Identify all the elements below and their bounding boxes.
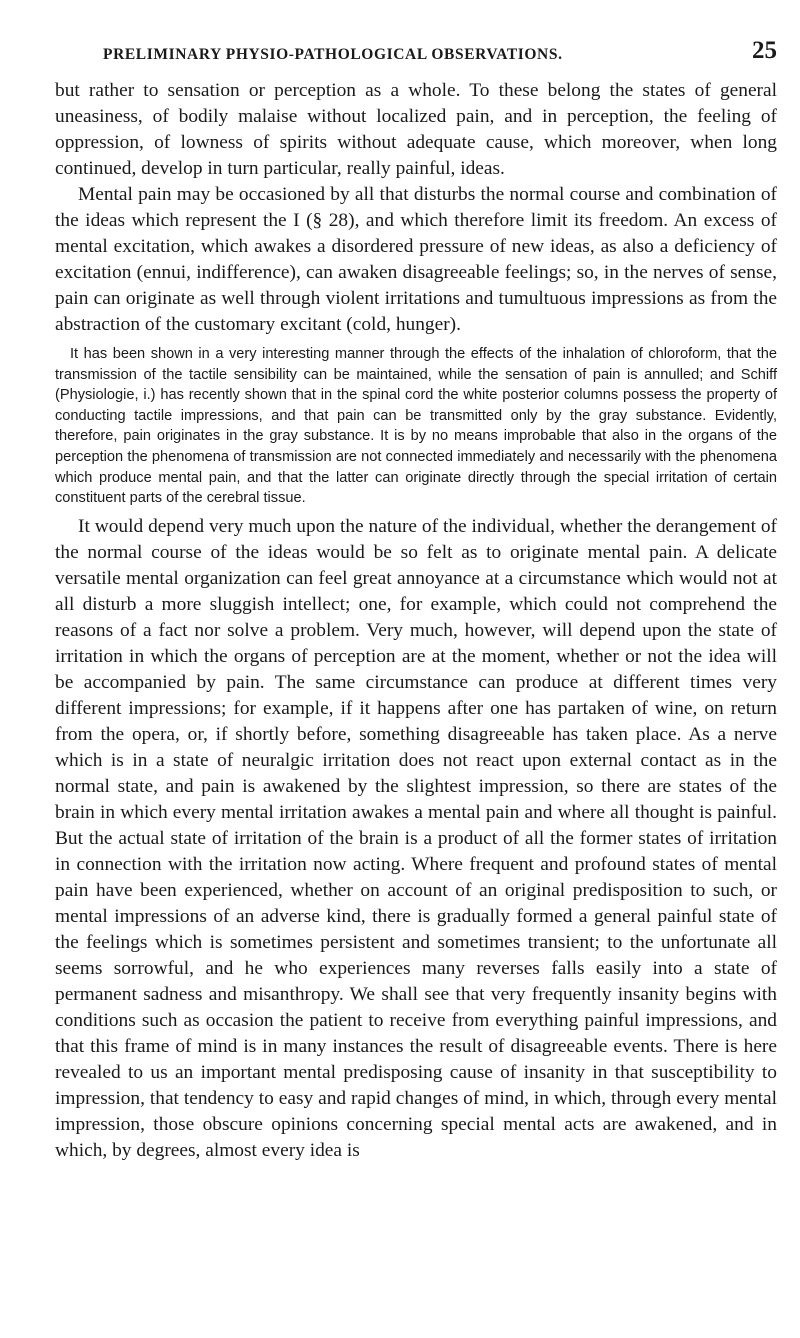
paragraph-4: It would depend very much upon the nature of the individual, whether the derangement of the normal course of the ideas would be so felt as to originate mental pain. A delicate versatile mental organization can feel great annoyance at a circumstance which would not at all disturb a more sluggish intellect; one, for example, which could not comprehend the reasons of a fact nor solve a problem. Very much, however, will depend upon the state of irritation in which the organs of perception are at the moment, whether or not the idea will be accompanied by pain. The same circumstance can produce at different times very different impressions; for example, if it happens after one has partaken of wine, on return from the opera, or, if shortly before, something disagreeable has taken place. As a nerve which is in a state of neuralgic irritation does not react upon external contact as in the normal state, and pain is awakened by the slightest impression, so there are states of the brain in which every mental irritation awakes a mental pain and where all thought is painful. But the actual state of irritation of the brain is a product of all the former states of irritation in connection with the irritation now acting. Where frequent and profound states of mental pain have been experienced, whether on account of an original predisposition to such, or mental impressions of an adverse kind, there is gradually formed a general painful state of the feelings which is sometimes persistent and sometimes transient; to the unfortunate all seems sorrowful, and he who experiences many reverses falls easily into a state of permanent sadness and misanthropy. We shall see that very frequently insanity begins with conditions such as occasion the patient to receive from everything painful impressions, and that this frame of mind is in many instances the result of disagreeable events. There is here revealed to us an important mental predisposing cause of insanity in that susceptibility to impression, that tendency to easy and rapid changes of mind, in which, through every mental impression, those obscure opinions concerning special mental acts are awakened, and in which, by degrees, almost every idea is — [55, 515, 777, 1161]
main-text-continued — [55, 514, 777, 1164]
page-number: 25 — [752, 37, 777, 64]
small-print-note — [55, 344, 777, 509]
running-header — [55, 37, 777, 78]
paragraph-3: It has been shown in a very interesting manner through the effects of the inhalation of chloroform, that the transmission of the tactile sensibility can be maintained, while the sensation of pain is annulled; and Schiff (Physiologie, i.) has recently shown that in the spinal cord the white posterior columns possess the property of conducting tactile impressions, and that pain can be transmitted only by the gray substance. Evidently, therefore, pain originates in the gray substance. It is by no means improbable that also in the organs of the perception the phenomena of transmission are not connected immediately and necessarily with the phenomena which produce mental pain, and that the latter can originate directly through the special irritation of certain constituent parts of the cerebral tissue. — [55, 346, 777, 507]
book-page — [55, 37, 777, 1164]
paragraph-2: Mental pain may be occasioned by all that disturbs the normal course and combination of the ideas which represent the I (§ 28), and which therefore limit its freedom. An excess of mental excitation, which awakes a disordered pressure of new ideas, as also a deficiency of excitation (ennui, indifference), can awaken disagreeable feelings; so, in the nerves of sense, pain can originate as well through violent irritations and tumultuous impressions as from the abstraction of the customary excitant (cold, hunger). — [55, 184, 777, 335]
main-text — [55, 78, 777, 338]
paragraph-1: but rather to sensation or perception as a whole. To these belong the states of general uneasiness, of bodily malaise without localized pain, and in perception, the feeling of oppression, of lowness of spirits without adequate cause, which moreover, when long continued, develop in turn particular, really painful, ideas. — [55, 80, 777, 179]
running-title: PRELIMINARY PHYSIO-PATHOLOGICAL OBSERVATIONS. — [103, 46, 563, 63]
